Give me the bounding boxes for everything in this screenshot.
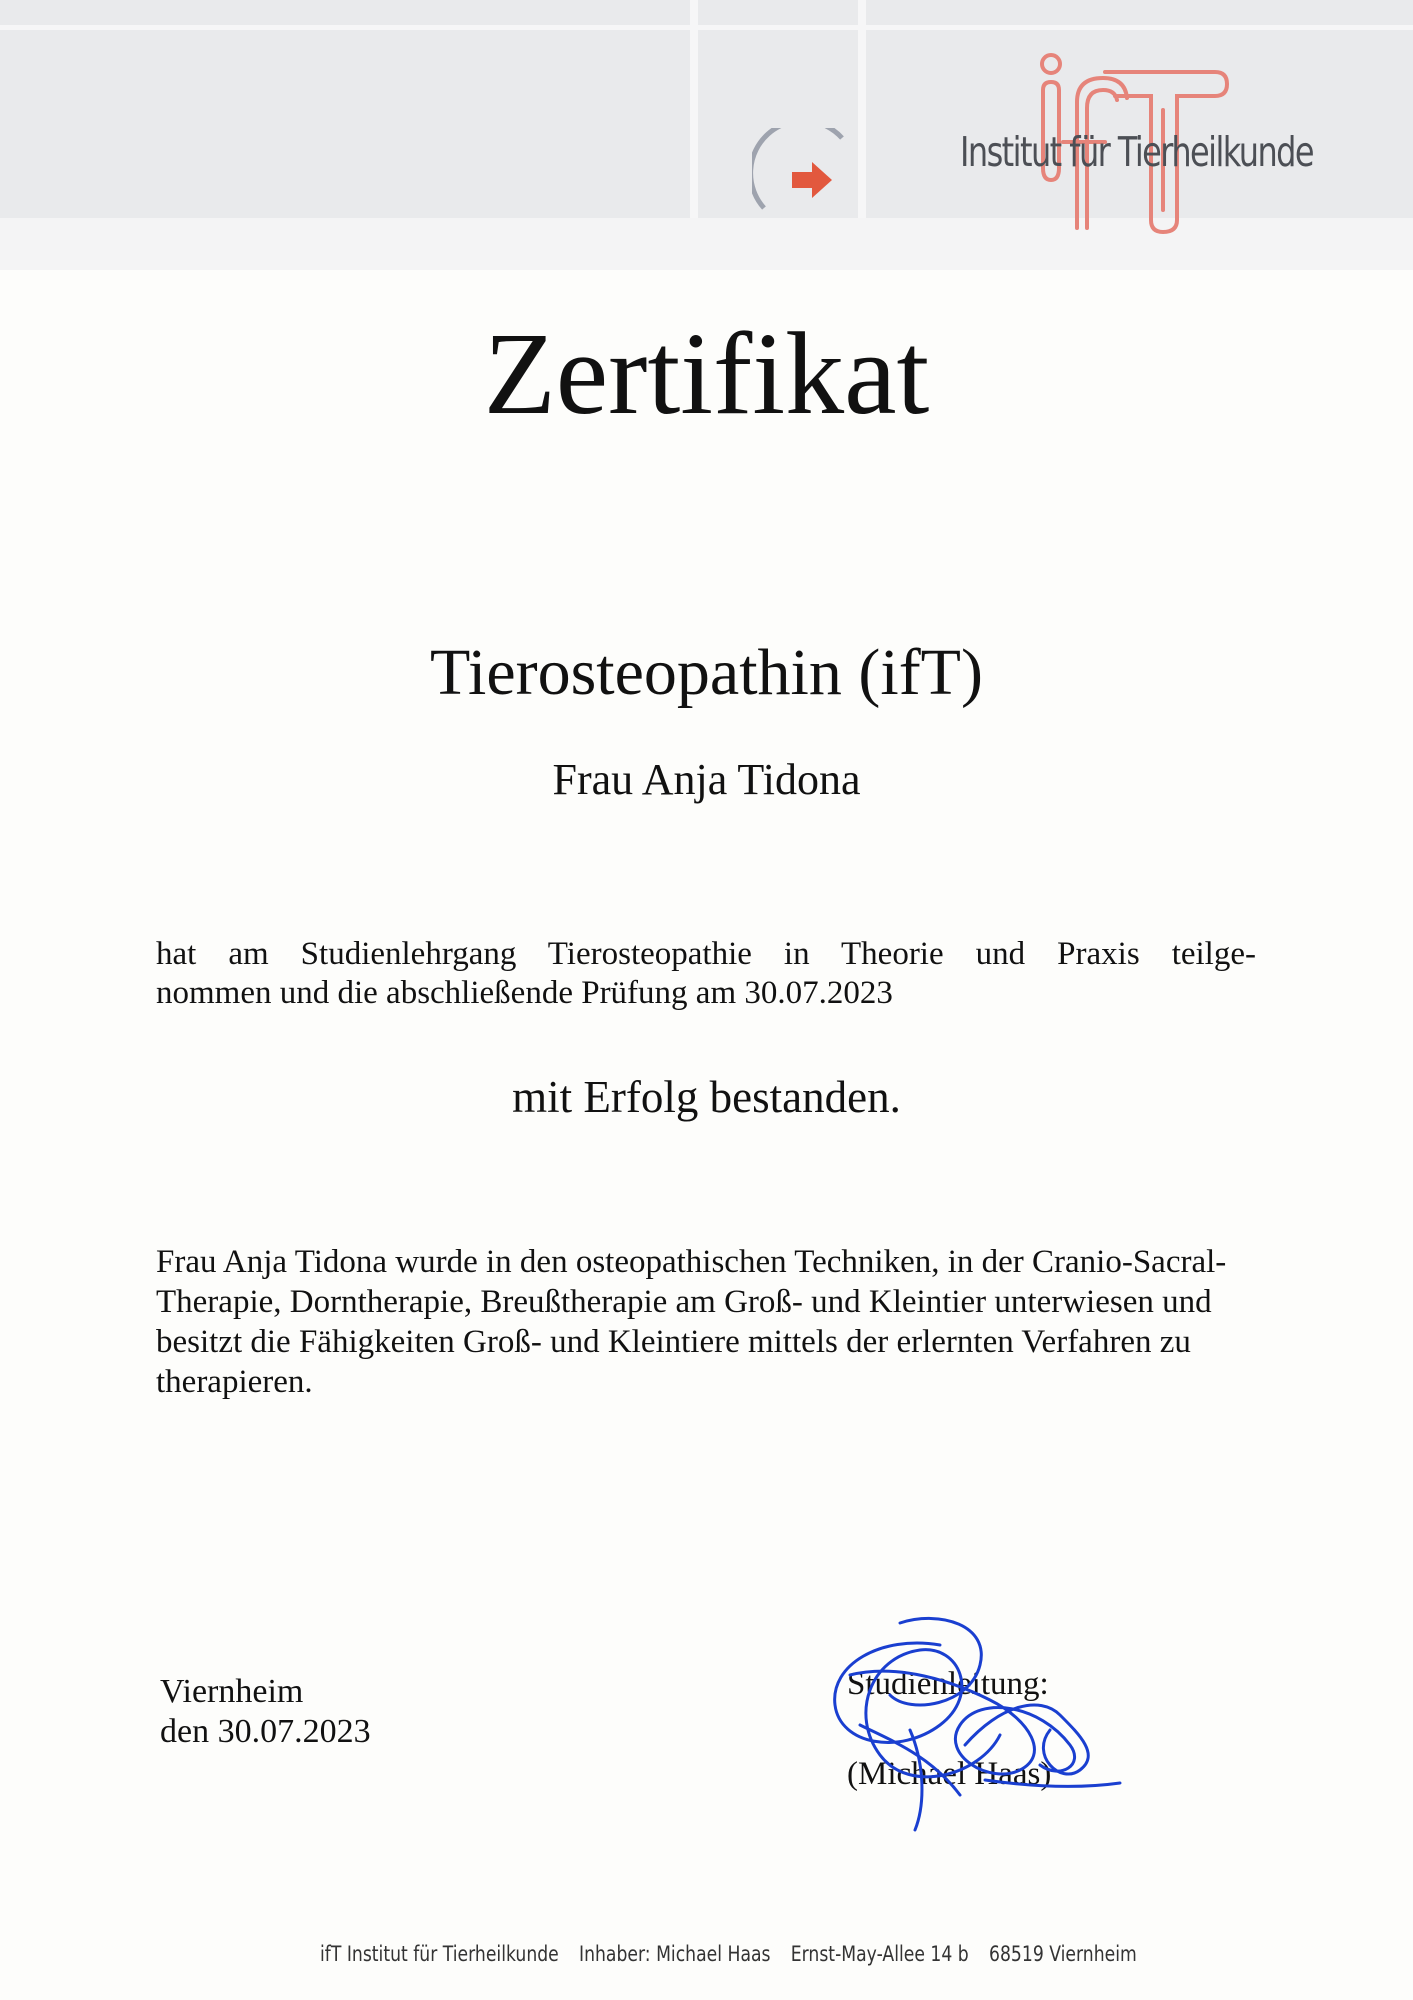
header-band <box>0 0 1413 270</box>
signature-label: Studienleitung: <box>847 1666 1049 1702</box>
signer-name: (Michael Haas) <box>847 1756 1052 1792</box>
certificate-title: Zertifikat <box>483 308 930 439</box>
institute-name: Institut für Tierheilkunde <box>960 128 1314 176</box>
statement-line-1: hat am Studienlehrgang Tierosteopathie in Theorie und Praxis teilge- <box>156 936 1256 972</box>
exam-result: mit Erfolg bestanden. <box>512 1072 901 1122</box>
place-and-date <box>160 1672 371 1752</box>
footer-owner: Inhaber: Michael Haas <box>579 1942 771 1966</box>
footer-address <box>320 1942 1152 1966</box>
footer-street: Ernst-May-Allee 14 b <box>790 1942 969 1966</box>
completion-statement <box>156 935 1256 1013</box>
header-divider <box>0 25 1413 30</box>
recipient-name: Frau Anja Tidona <box>552 755 861 804</box>
qualification-details: Frau Anja Tidona wurde in den osteopathischen Techniken, in der Cranio-Sacral-Therapie, Dorntherapie, Breußtherapie am Groß- und Kleintier unterwiesen und besitzt die Fähigkeiten Groß- und Kleintiere mittels der erlernten Verfahren zu therapieren. <box>156 1244 1227 1400</box>
header-divider <box>858 0 866 218</box>
statement-line-2: nommen und die abschließende Prüfung am 30.07.2023 <box>156 975 893 1011</box>
place: Viernheim <box>160 1673 304 1710</box>
date: den 30.07.2023 <box>160 1713 371 1750</box>
arrow-right-icon <box>752 128 852 228</box>
handwritten-signature <box>790 1605 1130 1835</box>
footer-city: 68519 Viernheim <box>988 1942 1137 1966</box>
certificate-degree: Tierosteopathin (ifT) <box>430 636 983 709</box>
header-divider <box>690 0 698 218</box>
footer-institute: ifT Institut für Tierheilkunde <box>320 1942 559 1966</box>
